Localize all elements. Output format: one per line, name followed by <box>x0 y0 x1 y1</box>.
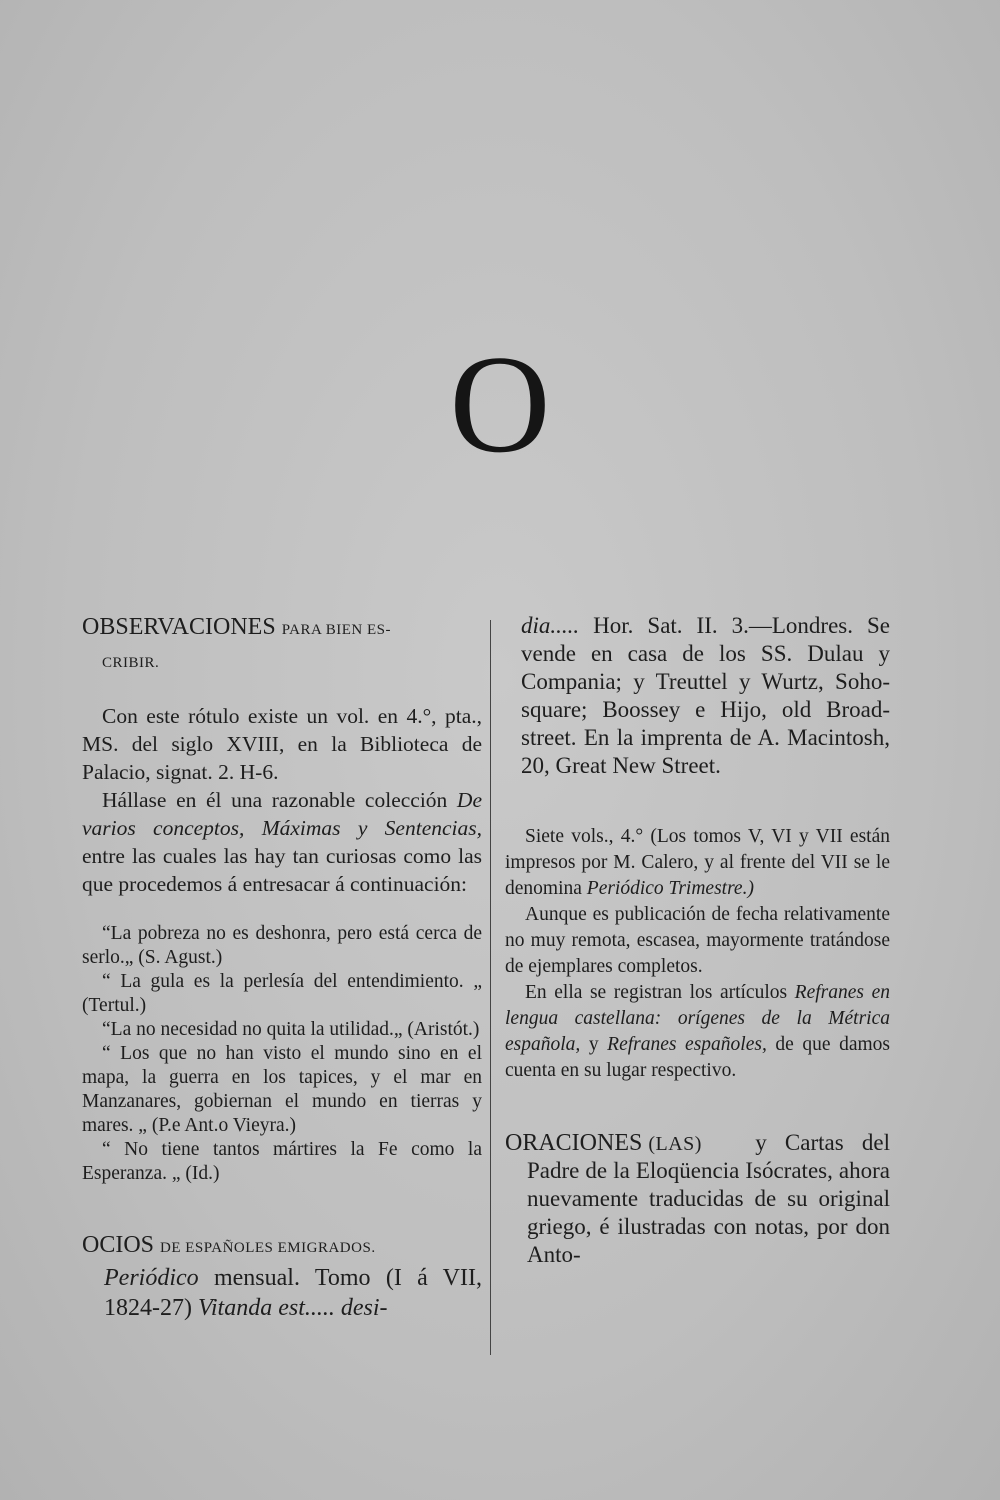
entry-ocios-p4: En ella se registran los artículos Refranes en lengua castellana: orígenes de la Métrica española, y Refranes españoles, de que damos cuenta en su lugar respectivo. <box>505 982 890 1081</box>
entry-observaciones-p2: Hállase en él una razonable colección De varios conceptos, Máximas y Sentencias, entre las cuales las hay tan curiosas como las que procedemos á entresacar á continuación: <box>82 788 482 896</box>
entry-ocios-text: Periódico mensual. Tomo (I á VII, 1824-27) Vitanda est..... desi- <box>104 1265 482 1321</box>
quote-1: “La pobreza no es deshonra, pero está cerca de serlo.„ (S. Agust.) <box>82 923 482 968</box>
entry-ocios-p3: Aunque es publicación de fecha relativamente no muy remota, escasea, mayormente tratándose de ejemplares completos. <box>505 904 890 977</box>
section-letter: O <box>449 327 551 482</box>
column-rule <box>490 620 491 1355</box>
entry-ocios-continued: dia..... Hor. Sat. II. 3.—Londres. Se vende en casa de los SS. Dulau y Compania; y Treuttel y Wurtz, Soho-square; Boossey e Hijo, old Broad-street. En la imprenta de A. Macintosh, 20, Great New Street. <box>521 613 890 778</box>
right-column <box>505 612 890 1269</box>
quote-3: “La no necesidad no quita la utilidad.„ (Aristót.) <box>102 1019 480 1040</box>
entry-ocios-p2: Siete vols., 4.° (Los tomos V, VI y VII están impresos por M. Calero, y al frente del VII se le denomina Periódico Trimestre.) <box>505 826 890 899</box>
entry-observaciones-p1: Con este rótulo existe un vol. en 4.°, pta., MS. del siglo XVIII, en la Biblioteca de Palacio, signat. 2. H-6. <box>82 704 482 784</box>
quote-4: “ Los que no han visto el mundo sino en el mapa, la guerra en los tapices, y el mar en Manzanares, gobiernan el mundo en tierras y mares. „ (P.e Ant.o Vieyra.) <box>82 1043 482 1136</box>
quote-5: “ No tiene tantos mártires la Fe como la Esperanza. „ (Id.) <box>82 1139 482 1184</box>
entry-observaciones-heading: OBSERVACIONES PARA BIEN ES- <box>82 614 391 640</box>
entry-oraciones-text: y Cartas del Padre de la Eloqüencia Isócrates, ahora nuevamente traducidas de su original griego, é ilustradas con notas, por don Anto- <box>527 1130 890 1267</box>
left-column: OBSERVACIONES PARA BIEN ES- CRIBIR. Con este rótulo existe un vol. en 4.°, pta., MS. del siglo XVIII, en la Biblioteca de Palacio, signat. 2. H-6. Hállase en él una razonable colección De varios conceptos, Máximas y Sentencias, entre las cuales las hay tan curiosas como las que procedemos á entresacar á continuación: “La pobreza no es deshonra, pero está cerca de serlo.„ (S. Agust.) “ La gula es la perlesía del entendimiento. „ (Tertul.) “La no necesidad no quita la utilidad.„ (Aristót.) “ Los que no han visto el mundo sino en el mapa, la guerra en los tapices, y el mar en Manzanares, gobiernan el mundo en tierras y mares. „ (P.e Ant.o Vieyra.) “ No tiene tantos mártires la Fe como la Esperanza. „ (Id.) OCIOS DE ESPAÑOLES EMIGRADOS. Periódico mensual. Tomo (I á VII, 1824-27) Vitanda est..... desi- <box>82 614 482 1321</box>
entry-ocios-heading: OCIOS DE ESPAÑOLES EMIGRADOS. <box>82 1232 376 1258</box>
quote-2: “ La gula es la perlesía del entendimiento. „ (Tertul.) <box>82 971 482 1016</box>
entry-oraciones-heading: ORACIONES (LAS) <box>505 1130 702 1156</box>
